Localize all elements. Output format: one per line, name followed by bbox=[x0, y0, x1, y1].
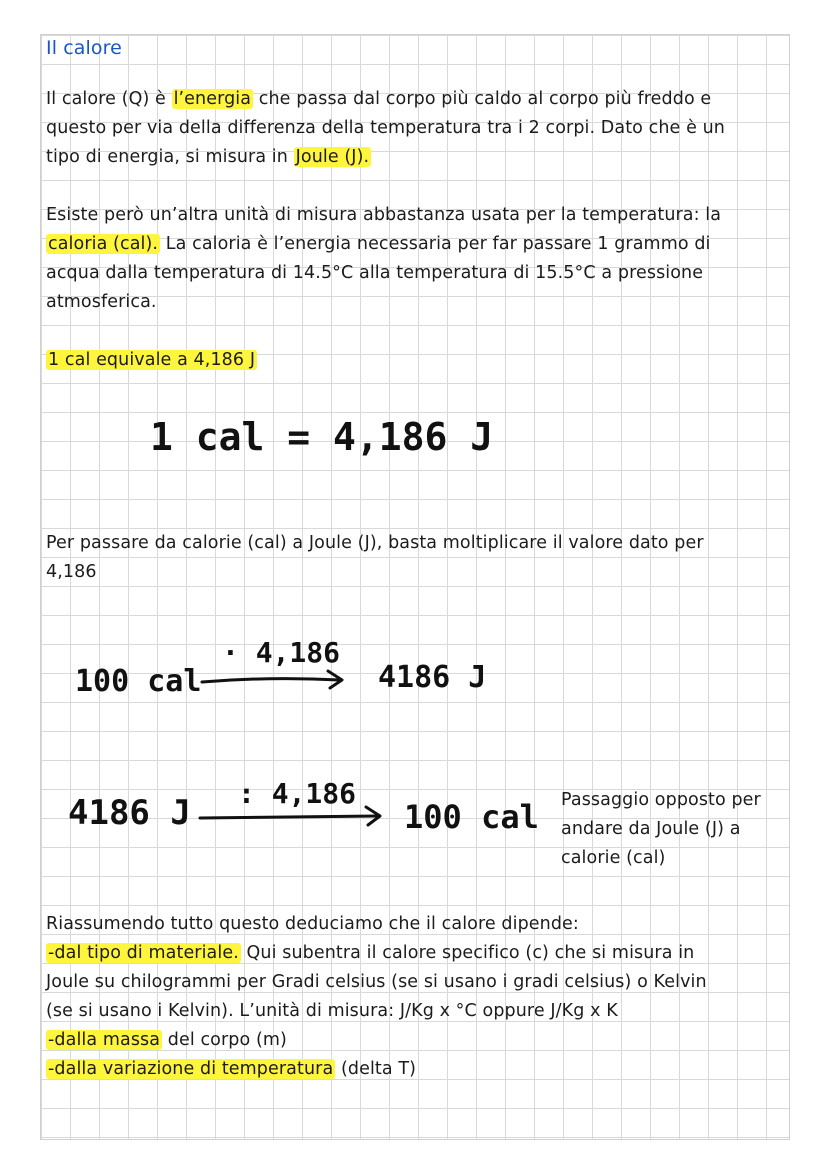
p1-text-b: che passa dal corpo più caldo al corpo più freddo e bbox=[253, 89, 712, 109]
p2-line3: acqua dalla temperatura di 14.5°C alla temperatura di 15.5°C a pressione bbox=[46, 263, 704, 283]
summary-item2 bbox=[46, 1026, 287, 1055]
p1-text-a: Il calore (Q) è bbox=[46, 89, 172, 109]
summary-item1 bbox=[46, 939, 694, 968]
summary-item3 bbox=[46, 1055, 416, 1084]
p2-line2 bbox=[46, 230, 711, 259]
conv1-left: 100 cal bbox=[75, 664, 202, 699]
p3-line1: Per passare da calorie (cal) a Joule (J), basta moltiplicare il valore dato per bbox=[46, 533, 704, 553]
highlight-energia: l’energia bbox=[173, 89, 252, 109]
p1-text-c: tipo di energia, si misura in bbox=[46, 147, 294, 167]
highlight-massa: -dalla massa bbox=[48, 1030, 161, 1050]
highlight-materiale: -dal tipo di materiale. bbox=[48, 943, 239, 963]
conv2-left: 4186 J bbox=[68, 793, 191, 833]
conv2-op: : 4,186 bbox=[238, 777, 357, 810]
highlight-joule: Joule (J). bbox=[295, 147, 370, 167]
conv2-arrow-icon bbox=[198, 804, 388, 828]
p1-line3 bbox=[46, 143, 371, 172]
p2-line1: Esiste però un’altra unità di misura abbastanza usata per la temperatura: la bbox=[46, 205, 722, 225]
p3-line2: 4,186 bbox=[46, 562, 97, 582]
page-title: Il calore bbox=[46, 37, 122, 59]
side-note-line1: Passaggio opposto per bbox=[561, 790, 761, 810]
p1-line1 bbox=[46, 85, 711, 114]
side-note-line2: andare da Joule (J) a bbox=[561, 819, 741, 839]
conv1-right: 4186 J bbox=[378, 660, 487, 695]
highlight-caloria: caloria (cal). bbox=[48, 234, 159, 254]
handwritten-equation: 1 cal = 4,186 J bbox=[150, 415, 494, 459]
summary-item3-text: (delta T) bbox=[335, 1059, 417, 1079]
conv2-right: 100 cal bbox=[404, 798, 539, 836]
p2-line4: atmosferica. bbox=[46, 292, 157, 312]
summary-item1-text: Qui subentra il calore specifico (c) che si misura in bbox=[240, 943, 695, 963]
conv1-arrow-icon bbox=[200, 668, 350, 692]
summary-item1-line3: (se si usano i Kelvin). L’unità di misura: J/Kg x °C oppure J/Kg x K bbox=[46, 1001, 618, 1021]
equivalence-line bbox=[46, 346, 257, 375]
highlight-variazione: -dalla variazione di temperatura bbox=[48, 1059, 334, 1079]
side-note-line3: calorie (cal) bbox=[561, 848, 666, 868]
conv1-op: · 4,186 bbox=[222, 636, 341, 669]
highlight-equivalence: 1 cal equivale a 4,186 J bbox=[48, 350, 256, 370]
p1-line2: questo per via della differenza della temperatura tra i 2 corpi. Dato che è un bbox=[46, 118, 725, 138]
summary-item2-text: del corpo (m) bbox=[162, 1030, 287, 1050]
summary-intro: Riassumendo tutto questo deduciamo che il calore dipende: bbox=[46, 914, 579, 934]
p2-text-b: La caloria è l’energia necessaria per far passare 1 grammo di bbox=[160, 234, 711, 254]
summary-item1-line2: Joule su chilogrammi per Gradi celsius (se si usano i gradi celsius) o Kelvin bbox=[46, 972, 707, 992]
